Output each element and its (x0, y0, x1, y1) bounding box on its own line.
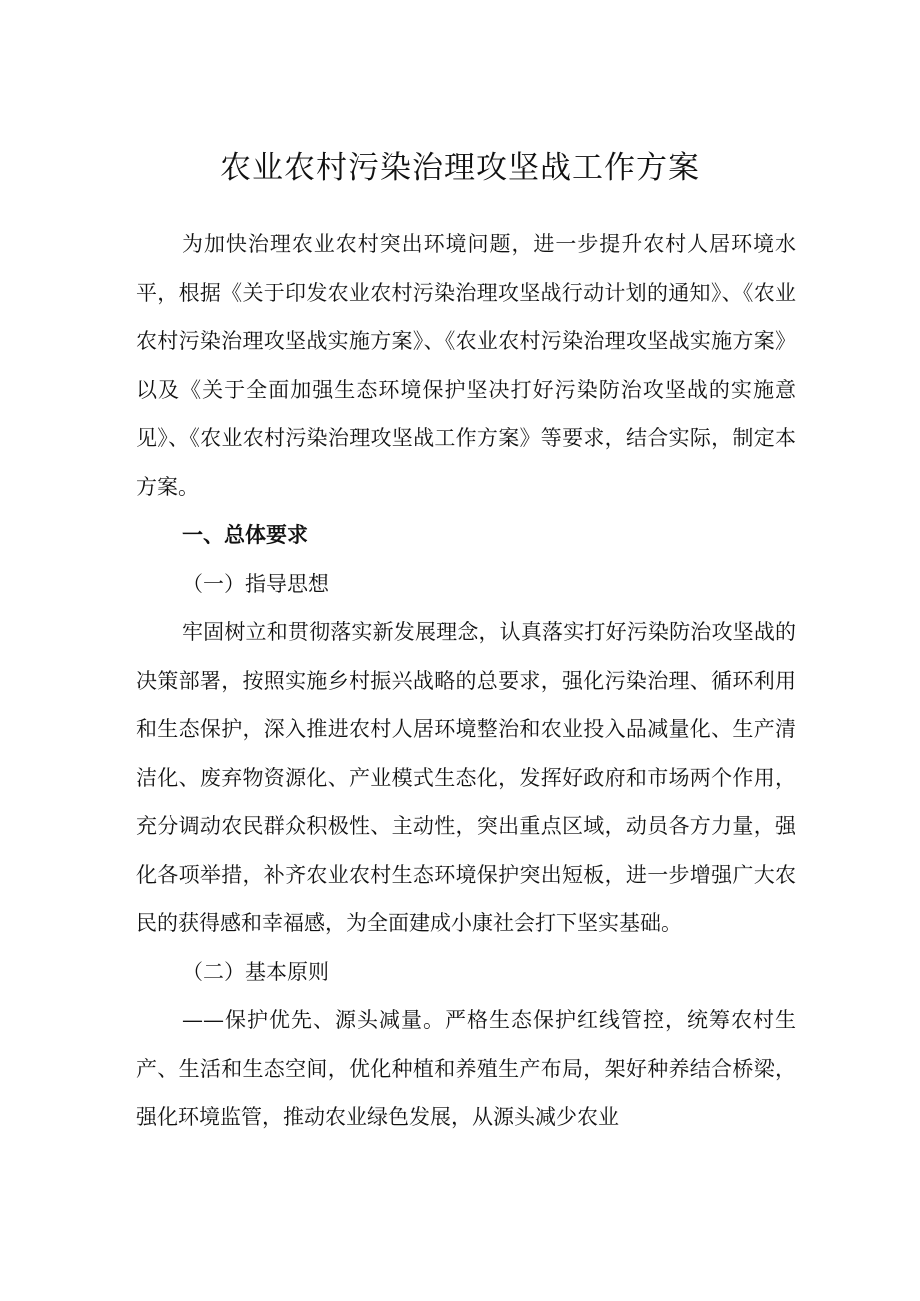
subsection-heading-basic-principles: （二）基本原则 (182, 959, 329, 984)
document-body (136, 220, 796, 1142)
principle-paragraph: ——保护优先、源头减量。严格生态保护红线管控，统筹农村生产、生活和生态空间，优化种植和养殖生产布局，架好种养结合桥梁，强化环境监管，推动农业绿色发展，从源头减少农业 (136, 1008, 796, 1129)
intro-paragraph: 为加快治理农业农村突出环境问题，进一步提升农村人居环境水平，根据《关于印发农业农村污染治理攻坚战行动计划的通知》、《农业农村污染治理攻坚战实施方案》、《农业农村污染治理攻坚战实施方案》以及《关于全面加强生态环境保护坚决打好污染防治攻坚战的实施意见》、《农业农村污染治理攻坚战工作方案》等要求，结合实际，制定本方案。 (136, 232, 796, 499)
section-heading-general-requirements: 一、总体要求 (182, 523, 308, 547)
guiding-ideology-paragraph: 牢固树立和贯彻落实新发展理念，认真落实打好污染防治攻坚战的决策部署，按照实施乡村振兴战略的总要求，强化污染治理、循环利用和生态保护，深入推进农村人居环境整治和农业投入品减量化、生产清洁化、废弃物资源化、产业模式生态化，发挥好政府和市场两个作用，充分调动农民群众积极性、主动性，突出重点区域，动员各方力量，强化各项举措，补齐农业农村生态环境保护突出短板，进一步增强广大农民的获得感和幸福感，为全面建成小康社会打下坚实基础。 (136, 620, 796, 935)
subsection-heading-guiding-ideology: （一）指导思想 (182, 571, 329, 596)
document-title: 农业农村污染治理攻坚战工作方案 (220, 150, 700, 186)
